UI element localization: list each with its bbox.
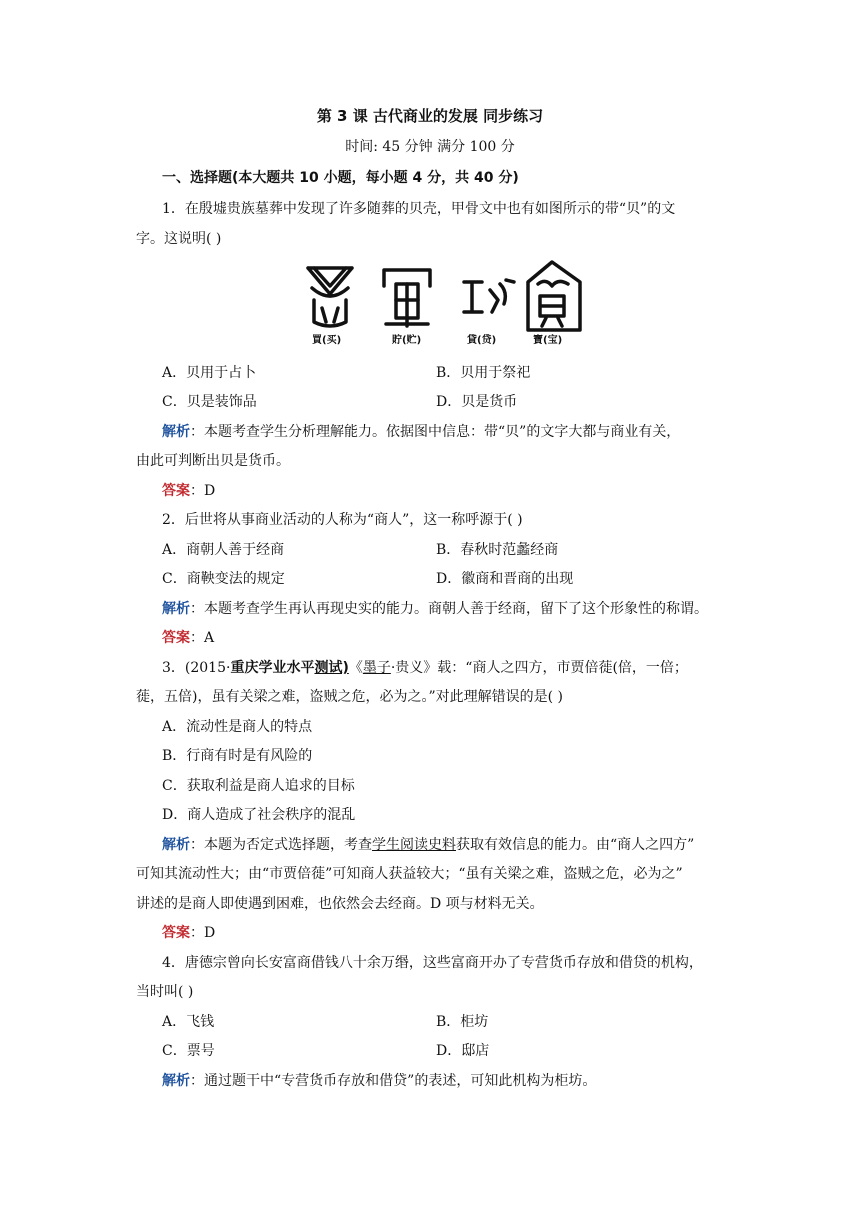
analysis-label: 解析 bbox=[162, 601, 190, 617]
q2-analysis bbox=[162, 599, 708, 619]
figure-caption-bao: 寶(宝) bbox=[533, 335, 563, 346]
q1-option-c: C．贝是装饰品 bbox=[162, 394, 257, 410]
q2-option-d: D．徽商和晋商的出现 bbox=[436, 571, 574, 587]
q3-analysis-text: ：本题为否定式选择题，考查 bbox=[190, 837, 372, 853]
q1-option-b: B．贝用于祭祀 bbox=[436, 365, 531, 381]
q2-option-c: C．商鞅变法的规定 bbox=[162, 571, 285, 587]
q3-stem-line2: 蓰，五倍)，虽有关梁之难，盗贼之危，必为之。”对此理解错误的是( ) bbox=[136, 689, 563, 705]
q4-stem-line2: 当时叫( ) bbox=[136, 984, 194, 1000]
q3-option-d: D．商人造成了社会秩序的混乱 bbox=[162, 807, 356, 823]
q3-source-test: 测试) bbox=[314, 660, 349, 676]
q3-answer-value: ：D bbox=[190, 925, 216, 941]
q1-answer bbox=[162, 481, 215, 501]
answer-label: 答案 bbox=[162, 630, 190, 646]
q1-answer-value: ：D bbox=[190, 483, 216, 499]
figure-caption-zhu: 貯(贮) bbox=[392, 335, 422, 346]
oracle-char-dai bbox=[464, 280, 514, 312]
q1-stem-line1: 1．在殷墟贵族墓葬中发现了许多随葬的贝壳，甲骨文中也有如图所示的带“贝”的文 bbox=[162, 201, 676, 217]
time-score-info: 时间: 45 分钟 满分 100 分 bbox=[345, 139, 515, 155]
q3-stem-line1 bbox=[162, 658, 688, 678]
analysis-label: 解析 bbox=[162, 1073, 190, 1089]
answer-label: 答案 bbox=[162, 483, 190, 499]
q1-analysis-line2: 由此可判断出贝是货币。 bbox=[136, 453, 290, 469]
q1-option-a: A．贝用于占卜 bbox=[162, 365, 257, 381]
q3-answer bbox=[162, 923, 215, 943]
q3-analysis-line2: 可知其流动性大；由“市贾倍蓰”可知商人获益较大；“虽有关梁之难，盗贼之危，必为之” bbox=[136, 866, 683, 882]
q3-quote: ·贵义》载：“商人之四方，市贾倍蓰(倍，一倍； bbox=[390, 660, 688, 676]
q1-analysis-text: ：本题考查学生分析理解能力。依据图中信息：带“贝”的文字大都与商业有关， bbox=[190, 424, 681, 440]
q3-source: 重庆学业水平 bbox=[230, 660, 315, 676]
q2-option-b: B．春秋时范蠡经商 bbox=[436, 542, 559, 558]
q2-option-a: A．商朝人善于经商 bbox=[162, 542, 285, 558]
q3-book-open: 《 bbox=[348, 660, 363, 676]
oracle-char-mai bbox=[308, 268, 352, 326]
page-title: 第 3 课 古代商业的发展 同步练习 bbox=[316, 107, 544, 125]
q2-answer bbox=[162, 628, 214, 648]
q3-option-b: B．行商有时是有风险的 bbox=[162, 748, 313, 764]
q3-analysis-underlined: 学生阅读史料 bbox=[372, 837, 456, 853]
q4-analysis-text: ：通过题干中“专营货币存放和借贷”的表述，可知此机构为柜坊。 bbox=[190, 1073, 597, 1089]
q3-analysis-line3: 讲述的是商人即使遇到困难，也依然会去经商。D 项与材料无关。 bbox=[136, 896, 544, 912]
q4-option-b: B．柜坊 bbox=[436, 1014, 489, 1030]
analysis-label: 解析 bbox=[162, 424, 190, 440]
q3-book-name: 墨子 bbox=[362, 660, 391, 676]
q2-answer-value: ：A bbox=[190, 630, 215, 646]
q3-option-c: C．获取利益是商人追求的目标 bbox=[162, 778, 355, 794]
q4-analysis bbox=[162, 1071, 596, 1091]
oracle-char-bao bbox=[528, 262, 580, 330]
q1-stem-line2: 字。这说明( ) bbox=[136, 231, 222, 247]
q4-option-a: A．飞钱 bbox=[162, 1014, 215, 1030]
q3-analysis-text-cont: 获取有效信息的能力。由“商人之四方” bbox=[456, 837, 695, 853]
q4-option-c: C．票号 bbox=[162, 1043, 215, 1059]
q2-analysis-text: ：本题考查学生再认再现史实的能力。商朝人善于经商，留下了这个形象性的称谓。 bbox=[190, 601, 708, 617]
analysis-label: 解析 bbox=[162, 837, 190, 853]
q4-stem-line1: 4．唐德宗曾向长安富商借钱八十余万缗，这些富商开办了专营货币存放和借贷的机构， bbox=[162, 955, 703, 971]
q4-option-d: D．邸店 bbox=[436, 1043, 490, 1059]
q1-option-d: D．贝是货币 bbox=[436, 394, 518, 410]
figure-caption-mai: 買(买) bbox=[312, 335, 342, 346]
figure-caption-dai: 貸(贷) bbox=[467, 335, 497, 346]
q3-option-a: A．流动性是商人的特点 bbox=[162, 719, 313, 735]
oracle-char-zhu bbox=[384, 270, 430, 326]
section-heading: 一、选择题(本大题共 10 小题，每小题 4 分，共 40 分) bbox=[162, 170, 519, 186]
answer-label: 答案 bbox=[162, 925, 190, 941]
q3-analysis-line1 bbox=[162, 835, 694, 855]
q1-analysis-line1 bbox=[162, 422, 680, 442]
q2-stem: 2．后世将从事商业活动的人称为“商人”，这一称呼源于( ) bbox=[162, 512, 523, 528]
q3-number: 3．(2015· bbox=[162, 660, 231, 676]
